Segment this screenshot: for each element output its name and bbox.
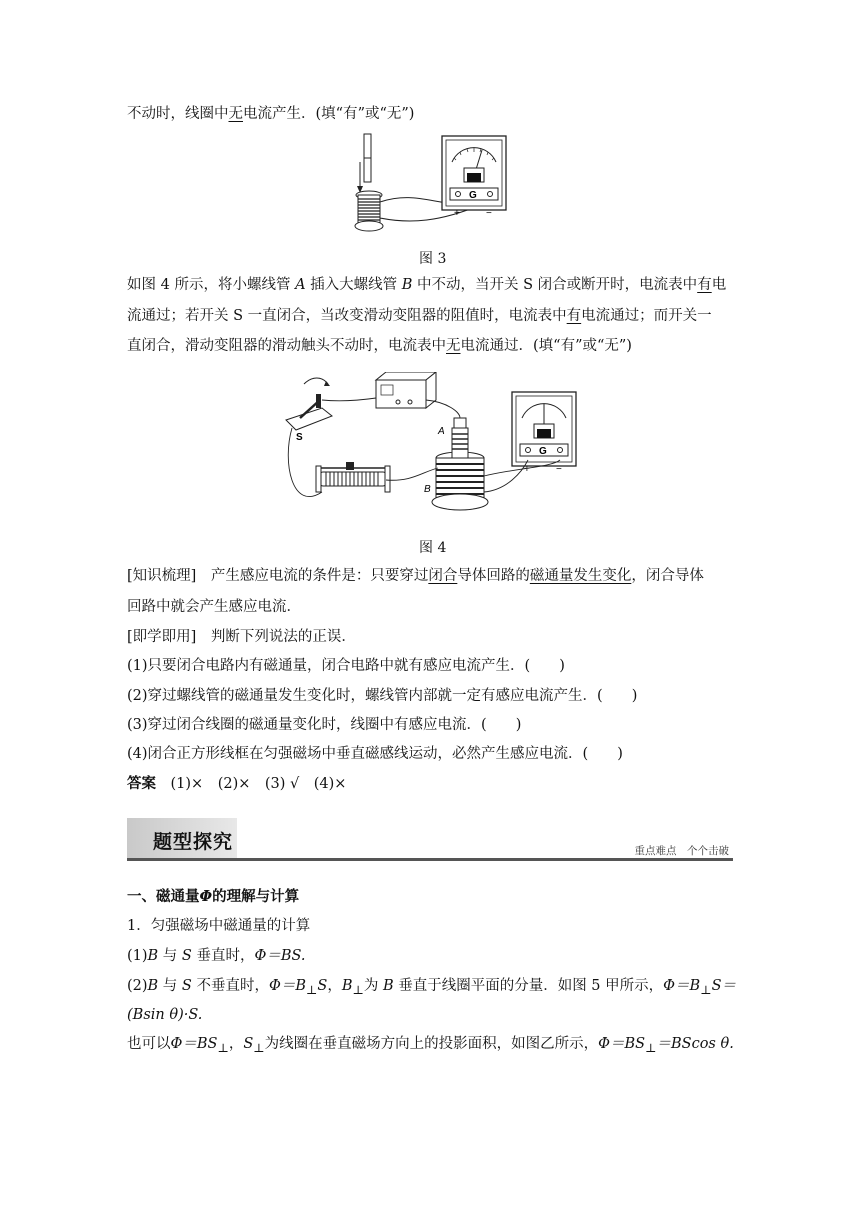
- section-heading: 一、磁通量Φ的理解与计算: [127, 888, 300, 905]
- answer-blank: 闭合: [428, 568, 458, 584]
- formula-line: (Bsin θ)·S.: [127, 1007, 203, 1023]
- answer-blank: 无: [446, 338, 461, 354]
- judgment-item: (1)只要闭合电路内有磁通量，闭合电路中就有感应电流产生．( ): [127, 658, 565, 674]
- label-s: S: [296, 432, 303, 443]
- section-banner: [127, 818, 733, 864]
- rheostat-icon: [316, 462, 390, 492]
- paragraph-line: 直闭合，滑动变阻器的滑动触头不动时，电流表中无电流通过．(填“有”或“无”): [127, 338, 632, 354]
- plus-label: +: [524, 464, 530, 475]
- paragraph-line: 流通过；若开关 S 一直闭合，当改变滑动变阻器的阻值时，电流表中有电流通过；而开关一: [127, 308, 712, 324]
- answer-blank: 无: [228, 106, 243, 122]
- figure-4: [282, 372, 582, 522]
- tag-label: [知识梳理]: [127, 568, 197, 584]
- switch-icon: [286, 378, 332, 443]
- galvanometer-icon: [512, 392, 576, 475]
- knowledge-line: 回路中就会产生感应电流．: [127, 599, 301, 615]
- banner-subtitle: 重点难点 个个击破: [634, 845, 729, 857]
- solenoid-icon: [424, 418, 488, 510]
- formula-line: (2)B 与 S 不垂直时，$\Phi=B_\perp S$，$B_\perp$为 B 垂直于线圈平面的分量．如图 5 甲所示，$\Phi=B_\perp S=$: [127, 978, 736, 997]
- knowledge-line: [知识梳理] 产生感应电流的条件是：只要穿过闭合导体回路的磁通量发生变化，闭合导体: [127, 568, 704, 584]
- label-b: B: [424, 484, 431, 495]
- figure-3-caption: 图 3: [419, 251, 447, 267]
- answer-blank: 磁通量发生变化: [529, 568, 632, 584]
- label-a: A: [438, 426, 445, 437]
- banner-title: 题型探究: [153, 831, 234, 853]
- text: 不动时，线圈中: [127, 106, 229, 122]
- judgment-item: (2)穿过螺线管的磁通量发生变化时，螺线管内部就一定有感应电流产生．( ): [127, 688, 638, 704]
- paragraph-line: 如图 4 所示，将小螺线管 A 插入大螺线管 B 中不动，当开关 S 闭合或断开时，电流表中有电: [127, 277, 727, 293]
- judgment-item: (4)闭合正方形线框在匀强磁场中垂直磁感线运动，必然产生感应电流．( ): [127, 746, 623, 762]
- minus-label: −: [486, 208, 492, 219]
- line-1: [127, 104, 414, 124]
- practice-line: [即学即用] 判断下列说法的正误．: [127, 629, 356, 645]
- judgment-item: (3)穿过闭合线圈的磁通量变化时，线圈中有感应电流．( ): [127, 717, 522, 733]
- meter-label: G: [469, 190, 477, 201]
- answer-line: 答案 (1)× (2)× (3) √ (4)×: [127, 775, 347, 792]
- formula-line: 也可以$\Phi=BS_\perp$，$S_\perp$为线圈在垂直磁场方向上的投影面积，如图乙所示，$\Phi=BS_\perp=BScos$ θ.: [127, 1036, 734, 1055]
- answer-blank: 有: [697, 277, 712, 293]
- text: 电流产生．(填“有”或“无”): [243, 106, 415, 122]
- galvanometer-icon: [442, 136, 506, 219]
- meter-label: G: [539, 446, 547, 457]
- answer-label: 答案: [127, 775, 156, 792]
- figure-4-caption: 图 4: [419, 540, 447, 556]
- figure-3: [350, 132, 510, 238]
- subsection-item: 1．匀强磁场中磁通量的计算: [127, 918, 311, 934]
- formula-line: (1)B 与 S 垂直时，Φ＝BS.: [127, 948, 306, 964]
- minus-label: −: [556, 464, 562, 475]
- plus-label: +: [454, 208, 460, 219]
- tag-label: [即学即用]: [127, 629, 197, 645]
- power-supply-icon: [376, 372, 436, 408]
- coil-icon: [355, 191, 383, 231]
- answer-blank: 有: [566, 308, 582, 324]
